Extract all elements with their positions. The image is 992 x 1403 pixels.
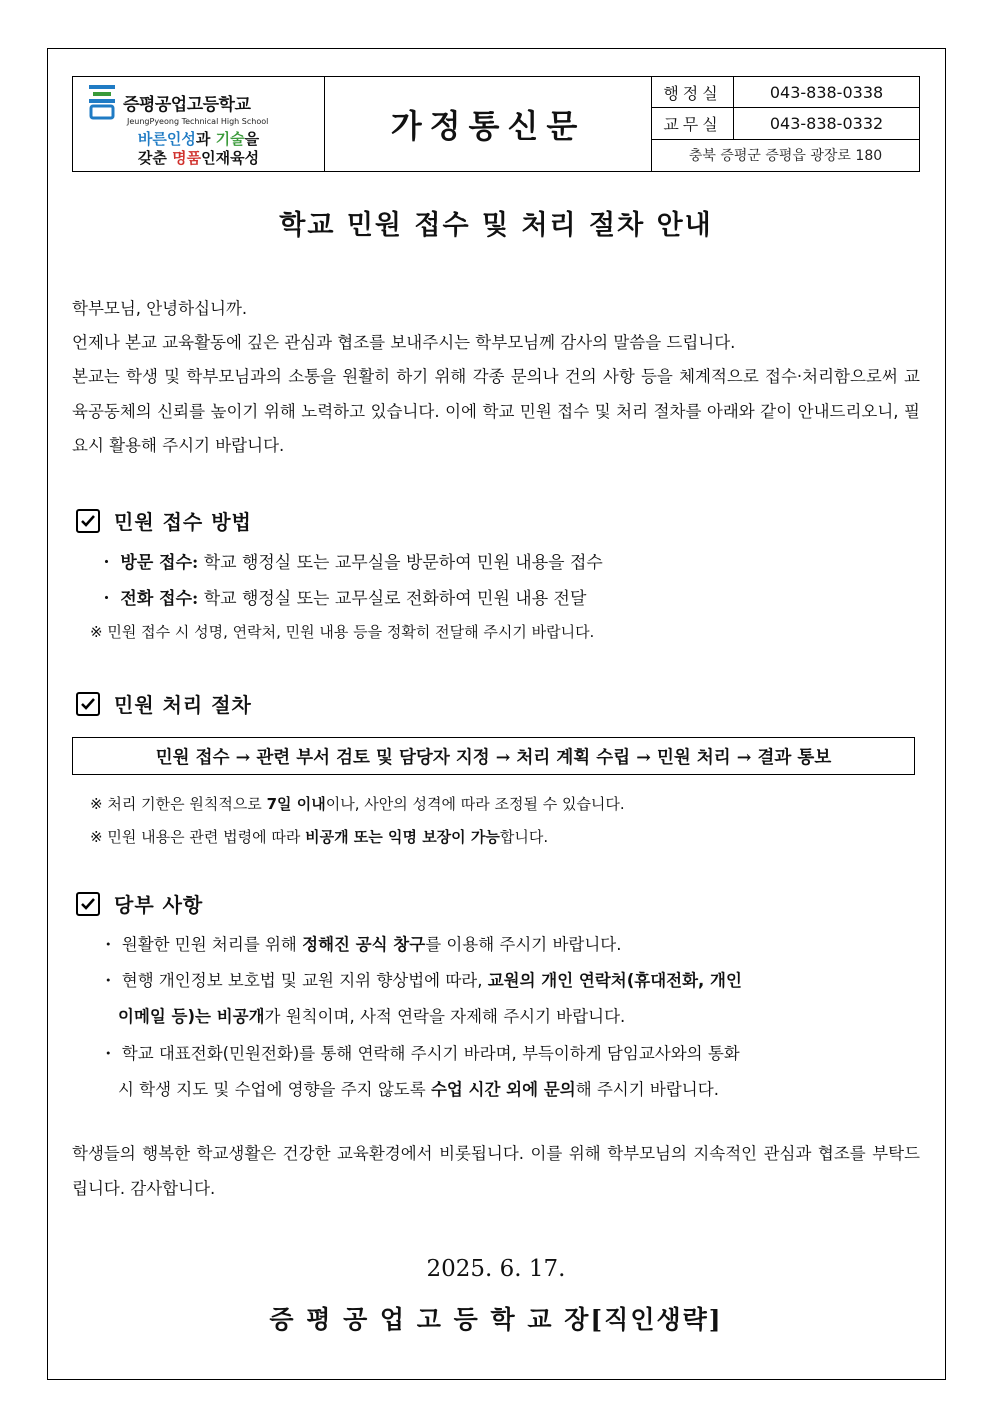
note-text: 합니다. bbox=[499, 828, 549, 846]
item-label: 전화 접수: bbox=[120, 589, 199, 609]
intro-thanks: 언제나 본교 교육활동에 깊은 관심과 협조를 보내주시는 학부모님께 감사의 말씀을 드립니다. bbox=[72, 333, 736, 352]
note-text: 처리 기한은 원칙적으로 bbox=[107, 795, 267, 813]
item-text: 시 학생 지도 및 수업에 영향을 주지 않도록 bbox=[118, 1080, 431, 1099]
section-heading-text: 당부 사항 bbox=[114, 893, 204, 917]
item-emphasis: 교원의 개인 연락처(휴대전화, 개인 bbox=[487, 971, 742, 990]
note-text: 민원 내용은 관련 법령에 따라 bbox=[107, 828, 306, 846]
list-item bbox=[100, 931, 622, 955]
note bbox=[90, 621, 594, 642]
section-heading-text: 민원 접수 방법 bbox=[114, 510, 252, 534]
item-text: 를 이용해 주시기 바랍니다. bbox=[425, 935, 622, 954]
contact-label: 교무실 bbox=[652, 108, 734, 138]
school-name: 증평공업고등학교 bbox=[123, 94, 251, 115]
note bbox=[90, 826, 548, 847]
note-emphasis: 비공개 또는 익명 보장이 가능 bbox=[305, 828, 500, 846]
item-text: 학교 행정실 또는 교무실로 전화하여 민원 내용 전달 bbox=[198, 589, 587, 609]
note-emphasis: 7일 이내 bbox=[266, 795, 326, 813]
list-item-continuation bbox=[118, 1003, 625, 1027]
intro-greeting: 학부모님, 안녕하십니까. bbox=[72, 299, 248, 318]
bullet: ・ bbox=[100, 935, 117, 954]
school-name-en: JeungPyeong Technical High School bbox=[127, 117, 269, 126]
bullet: ・ bbox=[98, 589, 115, 609]
contact-label: 행정실 bbox=[652, 77, 734, 107]
list-item bbox=[100, 1040, 740, 1064]
item-text: 학교 행정실 또는 교무실을 방문하여 민원 내용을 접수 bbox=[198, 553, 603, 573]
address-row bbox=[652, 140, 919, 171]
document-title: 학교 민원 접수 및 처리 절차 안내 bbox=[279, 210, 713, 241]
issue-date: 2025. 6. 17. bbox=[426, 1256, 566, 1282]
list-item-continuation bbox=[118, 1076, 719, 1100]
note-mark: ※ bbox=[90, 828, 103, 846]
section-heading-text: 민원 처리 절차 bbox=[114, 693, 252, 717]
item-text: 학교 대표전화(민원전화)를 통해 연락해 주시기 바라며, 부득이하게 담임교사와의 통화 bbox=[121, 1044, 740, 1063]
note-mark: ※ bbox=[90, 795, 103, 813]
closing-paragraph: 학생들의 행복한 학교생활은 건강한 교육환경에서 비롯됩니다. 이를 위해 학부모님의 지속적인 관심과 협조를 부탁드립니다. 감사합니다. bbox=[72, 1144, 920, 1198]
note-text: 민원 접수 시 성명, 연락처, 민원 내용 등을 정확히 전달해 주시기 바랍니다. bbox=[107, 623, 595, 641]
item-text: 가 원칙이며, 사적 연락을 자제해 주시기 바랍니다. bbox=[264, 1007, 626, 1026]
school-motto: 바른인성과 기술을 갖춘 명품인재육성 bbox=[137, 130, 260, 167]
bullet: ・ bbox=[98, 553, 115, 573]
school-address: 충북 증평군 증평읍 광장로 180 bbox=[688, 148, 883, 165]
item-label: 방문 접수: bbox=[120, 553, 199, 573]
item-text: 현행 개인정보 보호법 및 교원 지위 향상법에 따라, bbox=[121, 971, 488, 990]
school-emblem-icon bbox=[87, 83, 117, 121]
checked-box-icon bbox=[76, 892, 100, 916]
letterhead bbox=[72, 76, 920, 172]
contact-row bbox=[652, 108, 919, 139]
list-item bbox=[100, 967, 742, 991]
item-emphasis: 정해진 공식 창구 bbox=[302, 935, 426, 954]
contact-row bbox=[652, 77, 919, 108]
item-emphasis: 이메일 등)는 비공개 bbox=[118, 1007, 265, 1026]
document-type: 가정통신문 bbox=[390, 107, 586, 145]
bullet: ・ bbox=[100, 1044, 117, 1063]
principal-signature: 증 평 공 업 고 등 학 교 장[직인생략] bbox=[269, 1305, 723, 1334]
item-text: 해 주시기 바랍니다. bbox=[575, 1080, 719, 1099]
item-text: 원활한 민원 처리를 위해 bbox=[121, 935, 303, 954]
contact-table bbox=[651, 77, 919, 171]
intro-body: 본교는 학생 및 학부모님과의 소통을 원활히 하기 위해 각종 문의나 건의 사항 등을 체계적으로 접수·처리함으로써 교육공동체의 신뢰를 높이기 위해 노력하고 있습니다. 이에 학교 민원 접수 및 처리 절차를 아래와 같이 안내드리오니, 필요시 활용해 주시기 바랍니다. bbox=[72, 367, 920, 455]
list-item bbox=[98, 584, 586, 609]
contact-phone: 043-838-0332 bbox=[769, 114, 884, 134]
note bbox=[90, 793, 625, 814]
school-logo-block bbox=[73, 77, 325, 171]
item-emphasis: 수업 시간 외에 문의 bbox=[430, 1080, 576, 1099]
note-mark: ※ bbox=[90, 623, 103, 641]
section-reception-heading bbox=[76, 506, 252, 535]
checked-box-icon bbox=[76, 692, 100, 716]
process-flow-box: 민원 접수 → 관련 부서 검토 및 담당자 지정 → 처리 계획 수립 → 민원 처리 → 결과 통보 bbox=[72, 737, 915, 775]
bullet: ・ bbox=[100, 971, 117, 990]
list-item bbox=[98, 548, 603, 573]
contact-phone: 043-838-0338 bbox=[769, 82, 884, 102]
section-requests-heading bbox=[76, 889, 203, 918]
section-process-heading bbox=[76, 689, 252, 718]
checked-box-icon bbox=[76, 509, 100, 533]
note-text: 이나, 사안의 성격에 따라 조정될 수 있습니다. bbox=[325, 795, 625, 813]
